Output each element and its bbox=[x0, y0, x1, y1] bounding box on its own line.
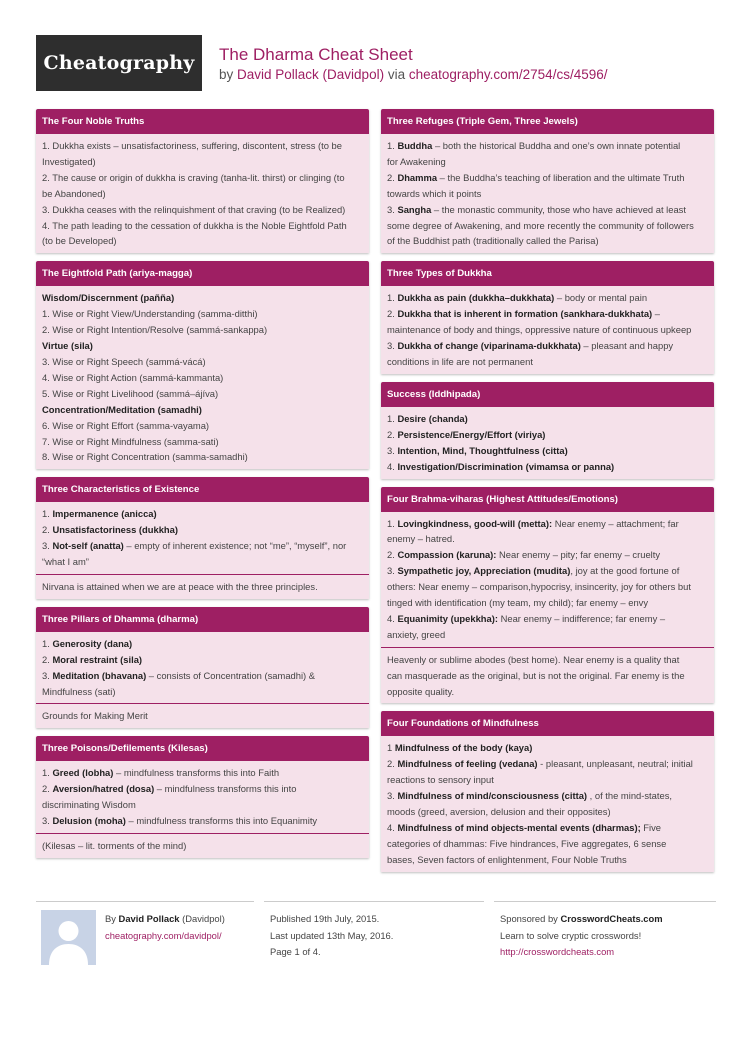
page-footer bbox=[36, 901, 716, 967]
section-box-three-types-of-dukkha bbox=[381, 261, 714, 374]
text-segment: 5. Wise or Right Livelihood (sammá–ájíva) bbox=[42, 387, 219, 399]
author-link[interactable]: David Pollack (Davidpol) bbox=[237, 67, 385, 82]
section-box-three-pillars-of-dhamma-dharma bbox=[36, 607, 369, 729]
page-header bbox=[36, 35, 716, 91]
bold-term: Intention, Mind, Thoughtfulness (citta) bbox=[397, 444, 568, 456]
text-segment: - pleasant, unpleasant, neutral; initial bbox=[537, 758, 693, 770]
text-line bbox=[42, 418, 363, 434]
text-segment: bases, Seven factors of enlightenment, Four Noble Truths bbox=[387, 853, 627, 865]
sheet-url-link[interactable]: cheatography.com/2754/cs/4596/ bbox=[408, 67, 608, 82]
section-content bbox=[381, 512, 714, 648]
text-segment: categories of dhammas: Five hindrances, Five aggregates, 6 sense bbox=[387, 837, 667, 849]
text-line bbox=[387, 516, 708, 532]
text-segment: 2. bbox=[387, 171, 398, 183]
text-line bbox=[42, 338, 363, 354]
sponsor-tagline: Learn to solve cryptic crosswords! bbox=[500, 929, 642, 941]
text-line bbox=[42, 154, 363, 170]
right-column bbox=[381, 109, 714, 880]
text-segment: towards which it points bbox=[387, 187, 482, 199]
section-title: The Eightfold Path (ariya-magga) bbox=[36, 261, 369, 286]
text-line bbox=[42, 434, 363, 450]
text-segment: 2. bbox=[42, 524, 53, 536]
text-segment: be Abandoned) bbox=[42, 187, 106, 199]
bold-term: Moral restraint (sila) bbox=[52, 653, 143, 665]
sponsor-name: CrosswordCheats.com bbox=[560, 913, 663, 924]
byline-via: via bbox=[384, 67, 409, 82]
text-segment: Investigated) bbox=[42, 155, 96, 167]
text-segment: 1. Wise or Right View/Understanding (samma-ditthi) bbox=[42, 308, 258, 320]
text-line bbox=[42, 322, 363, 338]
section-box-four-brahma-viharas-highest-attitudes-emotions bbox=[381, 487, 714, 704]
bold-term: Mindfulness of feeling (vedana) bbox=[397, 758, 538, 770]
text-segment: others: Near enemy – comparison,hypocrisy, insincerity, joy for others but bbox=[387, 581, 691, 593]
text-segment: 1. bbox=[42, 767, 53, 779]
text-segment: – mindfulness transforms this into Faith bbox=[113, 767, 280, 779]
text-line bbox=[387, 443, 708, 459]
text-line bbox=[42, 370, 363, 386]
section-content bbox=[36, 134, 369, 253]
section-title: Success (Iddhipada) bbox=[381, 382, 714, 407]
text-segment: – the monastic community, those who have achieved at least bbox=[431, 203, 686, 215]
text-segment: 3. Wise or Right Speech (sammá-vácá) bbox=[42, 355, 206, 367]
text-line bbox=[42, 797, 363, 813]
section-note bbox=[36, 575, 369, 599]
author-profile-link[interactable]: cheatography.com/davidpol/ bbox=[105, 929, 222, 941]
text-line bbox=[387, 627, 708, 643]
bold-term: Virtue (sila) bbox=[42, 340, 93, 352]
section-box-three-poisons-defilements-kilesas bbox=[36, 736, 369, 858]
section-box-the-four-noble-truths bbox=[36, 109, 369, 253]
text-line bbox=[387, 563, 708, 579]
author-name: David Pollack bbox=[118, 913, 180, 924]
bold-term: Concentration/Meditation (samadhi) bbox=[42, 403, 202, 415]
text-segment: 4. bbox=[387, 612, 398, 624]
bold-term: Unsatisfactoriness (dukkha) bbox=[52, 524, 178, 536]
section-title: Three Characteristics of Existence bbox=[36, 477, 369, 502]
text-segment: – the Buddha’s teaching of liberation and the ultimate Truth bbox=[437, 171, 685, 183]
text-segment: 2. bbox=[387, 758, 398, 770]
text-line bbox=[42, 652, 363, 668]
sponsor-prefix: Sponsored by bbox=[500, 913, 561, 924]
text-line bbox=[387, 411, 708, 427]
text-line bbox=[42, 579, 363, 595]
section-note bbox=[36, 704, 369, 728]
text-line bbox=[42, 765, 363, 781]
section-box-the-eightfold-path-ariya-magga bbox=[36, 261, 369, 469]
text-segment: Nirvana is attained when we are at peace with the three principles. bbox=[42, 580, 318, 592]
text-segment: 3. Dukkha ceases with the relinquishment of that craving (to be Realized) bbox=[42, 203, 346, 215]
bold-term: Not-self (anatta) bbox=[52, 540, 124, 552]
text-line bbox=[387, 218, 708, 234]
bold-term: Mindfulness of mind/consciousness (citta) bbox=[397, 790, 588, 802]
text-segment: reactions to sensory input bbox=[387, 774, 494, 786]
text-line bbox=[387, 547, 708, 563]
text-segment: anxiety, greed bbox=[387, 628, 446, 640]
section-body bbox=[381, 286, 714, 374]
text-segment: “what I am” bbox=[42, 556, 89, 568]
footer-author bbox=[36, 901, 254, 967]
text-segment: – pleasant and happy bbox=[580, 340, 674, 352]
text-segment: 2. bbox=[42, 783, 53, 795]
footer-publication bbox=[264, 901, 484, 967]
text-line bbox=[42, 186, 363, 202]
text-segment: – both the historical Buddha and one’s own innate potential bbox=[432, 140, 681, 151]
text-line bbox=[387, 170, 708, 186]
section-content bbox=[36, 761, 369, 834]
section-title: Three Types of Dukkha bbox=[381, 261, 714, 286]
text-line bbox=[42, 554, 363, 570]
bold-term: Mindfulness of mind objects-mental events (dharmas); bbox=[397, 822, 641, 833]
text-segment: – empty of inherent existence; not “me”, “myself”, nor bbox=[123, 540, 347, 552]
text-segment: 2. bbox=[387, 549, 398, 561]
text-segment: 3. bbox=[387, 444, 398, 456]
text-line bbox=[42, 218, 363, 234]
text-line bbox=[42, 449, 363, 465]
bold-term: Delusion (moha) bbox=[52, 815, 126, 827]
text-segment: 1. bbox=[387, 140, 398, 151]
text-segment: Five bbox=[640, 822, 662, 833]
text-line bbox=[42, 538, 363, 554]
text-segment: 3. bbox=[387, 340, 398, 352]
sponsor-link[interactable]: http://crosswordcheats.com bbox=[500, 946, 615, 957]
text-line bbox=[387, 772, 708, 788]
section-box-three-characteristics-of-existence bbox=[36, 477, 369, 599]
text-line bbox=[42, 668, 363, 684]
text-line bbox=[387, 138, 708, 154]
text-segment: 1 bbox=[387, 742, 395, 754]
text-segment: enemy – hatred. bbox=[387, 533, 455, 545]
text-line bbox=[387, 338, 708, 354]
text-segment: can masquerade as the original, but is not the original. Far enemy is the bbox=[387, 669, 685, 681]
section-title: Three Refuges (Triple Gem, Three Jewels) bbox=[381, 109, 714, 134]
section-body bbox=[36, 286, 369, 469]
bold-term: Sympathetic joy, Appreciation (mudita) bbox=[397, 565, 571, 577]
text-segment: 3. bbox=[42, 669, 53, 681]
text-line bbox=[387, 579, 708, 595]
author-avatar bbox=[41, 910, 96, 965]
byline-prefix: by bbox=[219, 67, 238, 82]
section-content bbox=[381, 286, 714, 374]
text-segment: discriminating Wisdom bbox=[42, 799, 136, 811]
byline bbox=[219, 67, 607, 82]
text-segment: 7. Wise or Right Mindfulness (samma-sati) bbox=[42, 435, 219, 447]
section-box-success-iddhipada bbox=[381, 382, 714, 479]
text-segment: 6. Wise or Right Effort (samma-vayama) bbox=[42, 419, 210, 431]
text-segment: 1. bbox=[387, 412, 398, 424]
page-title: The Dharma Cheat Sheet bbox=[219, 45, 413, 64]
section-title: The Four Noble Truths bbox=[36, 109, 369, 134]
footer-sponsor bbox=[494, 901, 716, 967]
text-line bbox=[387, 684, 708, 700]
bold-term: Compassion (karuna): bbox=[397, 549, 497, 561]
bold-term: Buddha bbox=[397, 140, 433, 151]
text-segment: Grounds for Making Merit bbox=[42, 710, 148, 722]
text-segment: 2. The cause or origin of dukkha is craving (tanha-lit. thirst) or clinging (to bbox=[42, 171, 345, 183]
bold-term: Equanimity (upekkha): bbox=[397, 612, 498, 624]
section-note bbox=[36, 834, 369, 858]
text-line bbox=[42, 138, 363, 154]
bold-term: Impermanence (anicca) bbox=[52, 508, 157, 520]
text-segment: (to be Developed) bbox=[42, 235, 117, 247]
text-line bbox=[387, 836, 708, 852]
text-segment: – mindfulness transforms this into Equanimity bbox=[125, 815, 318, 827]
text-segment: maintenance of body and things, oppressive nature of continuous upkeep bbox=[387, 324, 692, 336]
text-segment: Near enemy – pity; far enemy – cruelty bbox=[496, 549, 661, 561]
text-line bbox=[387, 186, 708, 202]
text-segment: conditions in life are not permanent bbox=[387, 355, 533, 367]
text-segment: opposite quality. bbox=[387, 685, 455, 697]
bold-term: Mindfulness of the body (kaya) bbox=[394, 742, 533, 754]
author-prefix: By bbox=[105, 913, 119, 924]
text-line bbox=[42, 402, 363, 418]
bold-term: Investigation/Discrimination (vimamsa or panna) bbox=[397, 460, 615, 472]
bold-term: Dhamma bbox=[397, 171, 438, 183]
text-segment: – bbox=[652, 308, 660, 320]
section-body bbox=[381, 407, 714, 479]
page-number: Page 1 of 4. bbox=[270, 946, 321, 957]
text-segment: 2. Wise or Right Intention/Resolve (sammá-sankappa) bbox=[42, 324, 268, 336]
text-line bbox=[387, 459, 708, 475]
text-segment: 3. bbox=[42, 815, 53, 827]
updated-date: Last updated 13th May, 2016. bbox=[270, 929, 394, 941]
text-segment: – mindfulness transforms this into bbox=[154, 783, 297, 795]
section-body bbox=[36, 632, 369, 729]
text-line bbox=[387, 788, 708, 804]
section-title: Four Foundations of Mindfulness bbox=[381, 711, 714, 736]
text-segment: 4. bbox=[387, 460, 398, 472]
section-box-three-refuges-triple-gem-three-jewels bbox=[381, 109, 714, 253]
sponsor-line bbox=[500, 911, 663, 928]
bold-term: Persistence/Energy/Effort (viriya) bbox=[397, 428, 546, 440]
text-line bbox=[42, 636, 363, 652]
bold-term: Dukkha as pain (dukkha–dukkhata) bbox=[397, 292, 555, 304]
text-line bbox=[42, 170, 363, 186]
text-segment: 4. bbox=[387, 822, 398, 833]
text-segment: – consists of Concentration (samadhi) & bbox=[146, 669, 316, 681]
section-body bbox=[381, 134, 714, 253]
text-segment: Heavenly or sublime abodes (best home). Near enemy is a quality that bbox=[387, 653, 680, 665]
bold-term: Sangha bbox=[397, 203, 432, 215]
text-segment: Near enemy – attachment; far bbox=[552, 517, 679, 529]
text-line bbox=[42, 838, 363, 854]
bold-term: Dukkha of change (viparinama-dukkhata) bbox=[397, 340, 581, 352]
text-segment: for Awakening bbox=[387, 155, 446, 167]
text-line bbox=[42, 202, 363, 218]
section-content bbox=[36, 502, 369, 575]
text-segment: 2. bbox=[42, 653, 53, 665]
section-note bbox=[381, 648, 714, 704]
text-line bbox=[42, 781, 363, 797]
bold-term: Generosity (dana) bbox=[52, 637, 133, 649]
section-title: Four Brahma-viharas (Highest Attitudes/Emotions) bbox=[381, 487, 714, 512]
text-line bbox=[387, 804, 708, 820]
section-content bbox=[36, 632, 369, 705]
text-segment: 1. Dukkha exists – unsatisfactoriness, suffering, discontent, stress (to be bbox=[42, 140, 342, 151]
text-line bbox=[42, 708, 363, 724]
text-segment: 1. bbox=[387, 517, 398, 529]
text-line bbox=[387, 154, 708, 170]
section-title: Three Poisons/Defilements (Kilesas) bbox=[36, 736, 369, 761]
text-segment: moods (greed, aversion, delusion and their opposites) bbox=[387, 806, 611, 818]
person-silhouette-icon bbox=[41, 910, 96, 965]
section-content bbox=[381, 736, 714, 871]
cheatography-logo[interactable]: Cheatography bbox=[36, 35, 202, 91]
text-segment: – body or mental pain bbox=[554, 292, 648, 304]
text-line bbox=[42, 522, 363, 538]
text-segment: of the Buddhist path (traditionally called the Parisa) bbox=[387, 235, 599, 247]
text-segment: 2. bbox=[387, 428, 398, 440]
text-segment: Mindfulness (sati) bbox=[42, 685, 116, 697]
text-line bbox=[387, 852, 708, 868]
text-segment: 1. bbox=[42, 508, 53, 520]
section-content bbox=[381, 134, 714, 253]
text-segment: 3. bbox=[42, 540, 53, 552]
text-segment: 3. bbox=[387, 565, 398, 577]
section-box-four-foundations-of-mindfulness bbox=[381, 711, 714, 871]
bold-term: Lovingkindness, good-will (metta): bbox=[397, 517, 553, 529]
bold-term: Wisdom/Discernment (pañña) bbox=[42, 292, 175, 304]
section-body bbox=[381, 736, 714, 871]
text-line bbox=[387, 652, 708, 668]
section-content bbox=[381, 407, 714, 479]
bold-term: Greed (lobha) bbox=[52, 767, 114, 779]
text-segment: 1. bbox=[42, 637, 53, 649]
section-title: Three Pillars of Dhamma (dharma) bbox=[36, 607, 369, 632]
text-line bbox=[387, 306, 708, 322]
text-segment: 4. The path leading to the cessation of dukkha is the Noble Eightfold Path bbox=[42, 219, 347, 231]
text-segment: 3. bbox=[387, 203, 398, 215]
text-segment: 8. Wise or Right Concentration (samma-samadhi) bbox=[42, 451, 248, 463]
bold-term: Desire (chanda) bbox=[397, 412, 468, 424]
text-segment: , joy at the good fortune of bbox=[570, 565, 680, 577]
section-body bbox=[36, 134, 369, 253]
text-line bbox=[387, 427, 708, 443]
text-line bbox=[42, 386, 363, 402]
text-line bbox=[42, 233, 363, 249]
text-line bbox=[387, 322, 708, 338]
text-segment: , of the mind-states, bbox=[587, 790, 672, 802]
text-line bbox=[387, 354, 708, 370]
text-line bbox=[387, 756, 708, 772]
text-line bbox=[42, 684, 363, 700]
text-line bbox=[387, 611, 708, 627]
text-line bbox=[42, 354, 363, 370]
text-segment: 1. bbox=[387, 292, 398, 304]
author-handle: (Davidpol) bbox=[179, 913, 225, 924]
text-segment: Near enemy – indifference; far enemy – bbox=[497, 612, 666, 624]
left-column bbox=[36, 109, 369, 866]
text-line bbox=[387, 202, 708, 218]
text-line bbox=[387, 740, 708, 756]
text-line bbox=[387, 233, 708, 249]
section-body bbox=[36, 761, 369, 858]
bold-term: Aversion/hatred (dosa) bbox=[52, 783, 155, 795]
text-line bbox=[42, 306, 363, 322]
text-line bbox=[387, 820, 708, 836]
text-segment: tinged with identification (my team, my child); far enemy – envy bbox=[387, 597, 649, 609]
bold-term: Dukkha that is inherent in formation (sankhara-dukkhata) bbox=[397, 308, 653, 320]
text-line bbox=[42, 813, 363, 829]
published-date: Published 19th July, 2015. bbox=[270, 913, 380, 924]
section-content bbox=[36, 286, 369, 469]
text-line bbox=[42, 290, 363, 306]
text-segment: 4. Wise or Right Action (sammá-kammanta) bbox=[42, 371, 224, 383]
author-info bbox=[105, 911, 225, 944]
text-line bbox=[42, 506, 363, 522]
text-segment: some degree of Awakening, and more recently the community of followers bbox=[387, 219, 694, 231]
author-line bbox=[105, 911, 225, 928]
text-segment: (Kilesas – lit. torments of the mind) bbox=[42, 840, 187, 851]
text-segment: 2. bbox=[387, 308, 398, 320]
section-body bbox=[36, 502, 369, 599]
text-line bbox=[387, 531, 708, 547]
text-segment: 3. bbox=[387, 790, 398, 802]
section-body bbox=[381, 512, 714, 704]
text-line bbox=[387, 668, 708, 684]
text-line bbox=[387, 595, 708, 611]
text-line bbox=[387, 290, 708, 306]
bold-term: Meditation (bhavana) bbox=[52, 669, 147, 681]
